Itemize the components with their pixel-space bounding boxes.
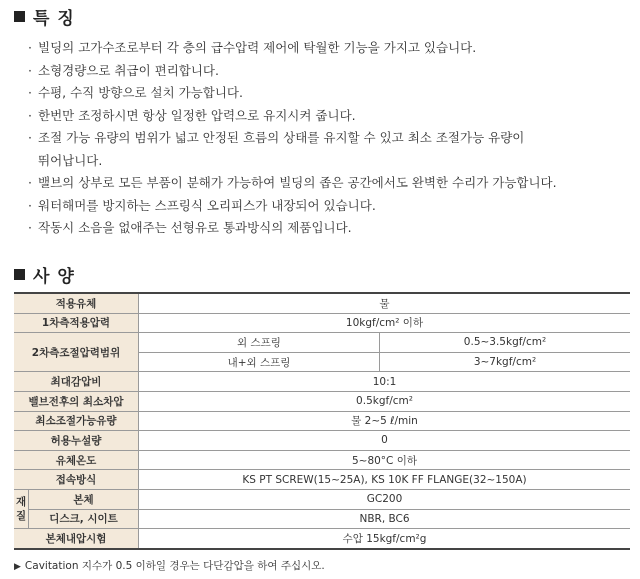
spec-heading bbox=[14, 262, 75, 287]
ratio-value: 10:1 bbox=[139, 372, 631, 392]
body-label: 본체 bbox=[29, 489, 139, 509]
primary-pressure-label: 1차측적용압력 bbox=[14, 313, 139, 333]
disc-label: 디스크, 시이트 bbox=[29, 509, 139, 529]
body-value: GC200 bbox=[139, 489, 631, 509]
temp-label: 유체온도 bbox=[14, 450, 139, 470]
flow-value: 물 2~5 ℓ/min bbox=[139, 411, 631, 431]
list-item: · 수평, 수직 방향으로 설치 가능합니다. bbox=[28, 85, 243, 100]
list-item: · 빌딩의 고가수조로부터 각 층의 급수압력 제어에 탁월한 기능을 가지고 있습니다. bbox=[28, 40, 477, 55]
list-item: · 작동시 소음을 없애주는 선형유로 통과방식의 제품입니다. bbox=[28, 220, 352, 235]
table-row bbox=[14, 391, 630, 411]
fluid-value: 물 bbox=[139, 293, 631, 313]
list-item: · 소형경량으로 취급이 편리합니다. bbox=[28, 62, 219, 78]
table-row bbox=[14, 333, 630, 353]
list-item: · 조절 가능 유량의 범위가 넓고 안정된 흐름의 상태를 유지할 수 있고 최소 조절가능 유량이 bbox=[28, 130, 525, 145]
list-item: · 한번만 조정하시면 항상 일정한 압력으로 유지시켜 줍니다. bbox=[28, 107, 356, 123]
table-row bbox=[14, 470, 630, 490]
spec-table bbox=[14, 292, 630, 550]
footnote-text: Cavitation 지수가 0.5 이하일 경우는 다단감압을 하여 주십시오. bbox=[24, 560, 325, 572]
square-bullet-icon bbox=[14, 269, 25, 280]
ratio-label: 최대감압비 bbox=[14, 372, 139, 392]
connection-value: KS PT SCREW(15~25A), KS 10K FF FLANGE(32~150A) bbox=[139, 470, 631, 490]
temp-value: 5~80°C 이하 bbox=[139, 450, 631, 470]
diff-label: 밸브전후의 최소차압 bbox=[14, 391, 139, 411]
triangle-right-icon: ▶ bbox=[14, 562, 21, 572]
list-item-continuation: 뛰어납니다. bbox=[38, 152, 103, 168]
test-label: 본체내압시험 bbox=[14, 529, 139, 549]
leak-value: 0 bbox=[139, 431, 631, 451]
material-label: 재질 bbox=[14, 489, 29, 528]
disc-value: NBR, BC6 bbox=[139, 509, 631, 529]
spring-type-inner-outer: 내+외 스프링 bbox=[139, 352, 380, 372]
features-heading-text: 특 징 bbox=[33, 9, 75, 29]
secondary-pressure-label: 2차측조절압력범위 bbox=[14, 333, 139, 372]
table-row bbox=[14, 293, 630, 313]
flow-label: 최소조절가능유량 bbox=[14, 411, 139, 431]
diff-value: 0.5kgf/cm² bbox=[139, 391, 631, 411]
list-item: · 밸브의 상부로 모든 부품이 분해가 가능하여 빌딩의 좁은 공간에서도 완벽한 수리가 가능합니다. bbox=[28, 175, 557, 190]
table-row bbox=[14, 450, 630, 470]
table-row bbox=[14, 509, 630, 529]
list-item: · 워터해머를 방지하는 스프링식 오리피스가 내장되어 있습니다. bbox=[28, 197, 376, 213]
features-heading bbox=[14, 4, 75, 29]
primary-pressure-value: 10kgf/cm² 이하 bbox=[139, 313, 631, 333]
table-row bbox=[14, 313, 630, 333]
leak-label: 허용누설량 bbox=[14, 431, 139, 451]
table-row bbox=[14, 529, 630, 549]
features-list bbox=[28, 37, 628, 240]
table-row bbox=[14, 411, 630, 431]
spring-range-outer: 0.5~3.5kgf/cm² bbox=[380, 333, 631, 353]
test-value: 수압 15kgf/cm²g bbox=[139, 529, 631, 549]
table-row bbox=[14, 372, 630, 392]
fluid-label: 적용유체 bbox=[14, 293, 139, 313]
spec-heading-text: 사 양 bbox=[33, 267, 75, 287]
table-row bbox=[14, 431, 630, 451]
spring-type-outer: 외 스프링 bbox=[139, 333, 380, 353]
connection-label: 접속방식 bbox=[14, 470, 139, 490]
table-row bbox=[14, 489, 630, 509]
footnote bbox=[14, 558, 325, 573]
square-bullet-icon bbox=[14, 11, 25, 22]
spring-range-inner-outer: 3~7kgf/cm² bbox=[380, 352, 631, 372]
